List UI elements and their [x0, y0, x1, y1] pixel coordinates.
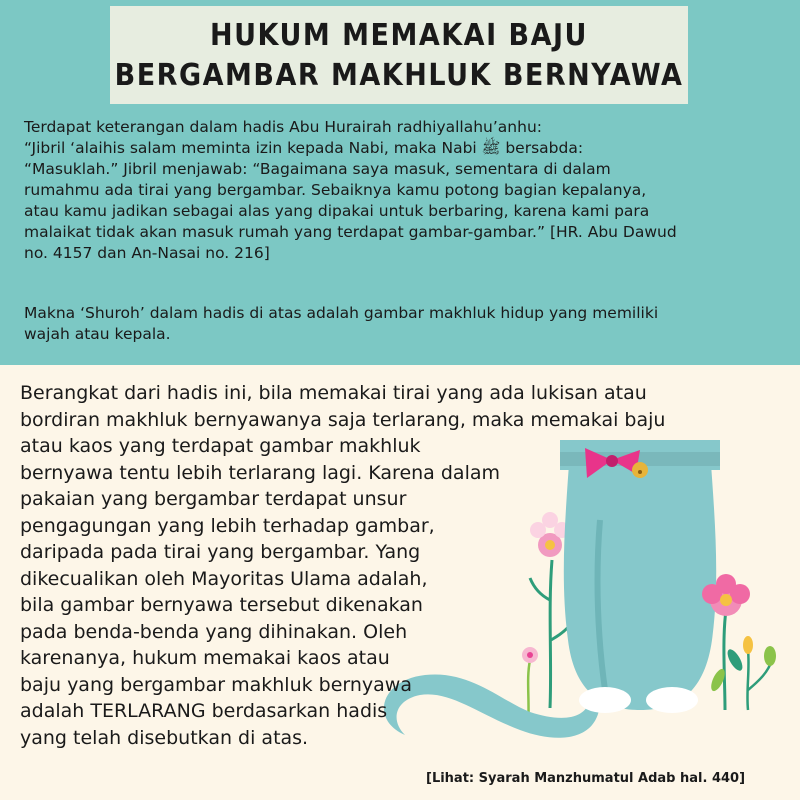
hadith-line: atau kamu jadikan sebagai alas yang dipakai untuk berbaring, karena kami para [24, 202, 650, 220]
flower-right-2 [743, 636, 776, 710]
hadith-line: malaikat tidak akan masuk rumah yang terdapat gambar-gambar.” [HR. Abu Dawud [24, 223, 677, 241]
body-line: bila gambar bernyawa tersebut dikenakan [20, 594, 423, 616]
body-line: dikecualikan oleh Mayoritas Ulama adalah, [20, 567, 428, 590]
hadith-line: “Masuklah.” Jibril menjawab: “Bagaimana saya masuk, sementara di dalam [24, 160, 611, 178]
body-line: daripada pada tirai yang bergambar. Yang [20, 541, 421, 563]
hadith-line: “Jibril ‘alaihis salam meminta izin kepada Nabi, maka Nabi ﷺ bersabda: [24, 139, 584, 157]
title-line-2: BERGAMBAR MAKHLUK BERNYAWA [114, 58, 684, 93]
body-line: pengagungan yang lebih terhadap gambar, [20, 514, 435, 537]
body-line: bordiran makhluk bernyawanya saja terlarang, maka memakai baju [20, 408, 666, 431]
title-line-1: HUKUM MEMAKAI BAJU [210, 18, 588, 53]
body-line: pakaian yang bergambar terdapat unsur [20, 488, 407, 510]
hadith-line: no. 4157 dan An-Nasai no. 216] [24, 244, 270, 262]
body-line: adalah TERLARANG berdasarkan hadis [20, 700, 388, 722]
reference-citation: [Lihat: Syarah Manzhumatul Adab hal. 440] [426, 771, 746, 786]
body-line: karenanya, hukum memakai kaos atau [20, 647, 390, 669]
hadith-line: rumahmu ada tirai yang bergambar. Sebaiknya kamu potong bagian kepalanya, [24, 181, 647, 199]
main-paragraph [20, 380, 665, 751]
body-line: baju yang bergambar makhluk bernyawa [20, 673, 412, 696]
makna-line: wajah atau kepala. [24, 325, 171, 343]
hadith-line: Terdapat keterangan dalam hadis Abu Hurairah radhiyallahu’anhu: [24, 118, 543, 136]
body-line: pada benda-benda yang dihinakan. Oleh [20, 620, 408, 643]
leaf-cluster [708, 647, 745, 693]
body-line: yang telah disebutkan di atas. [20, 726, 309, 749]
makna-line: Makna ‘Shuroh’ dalam hadis di atas adalah gambar makhluk hidup yang memiliki [24, 304, 659, 322]
body-line: bernyawa tentu lebih terlarang lagi. Karena dalam [20, 461, 501, 484]
body-line: atau kaos yang terdapat gambar makhluk [20, 435, 421, 457]
body-line: Berangkat dari hadis ini, bila memakai tirai yang ada lukisan atau [20, 382, 647, 404]
